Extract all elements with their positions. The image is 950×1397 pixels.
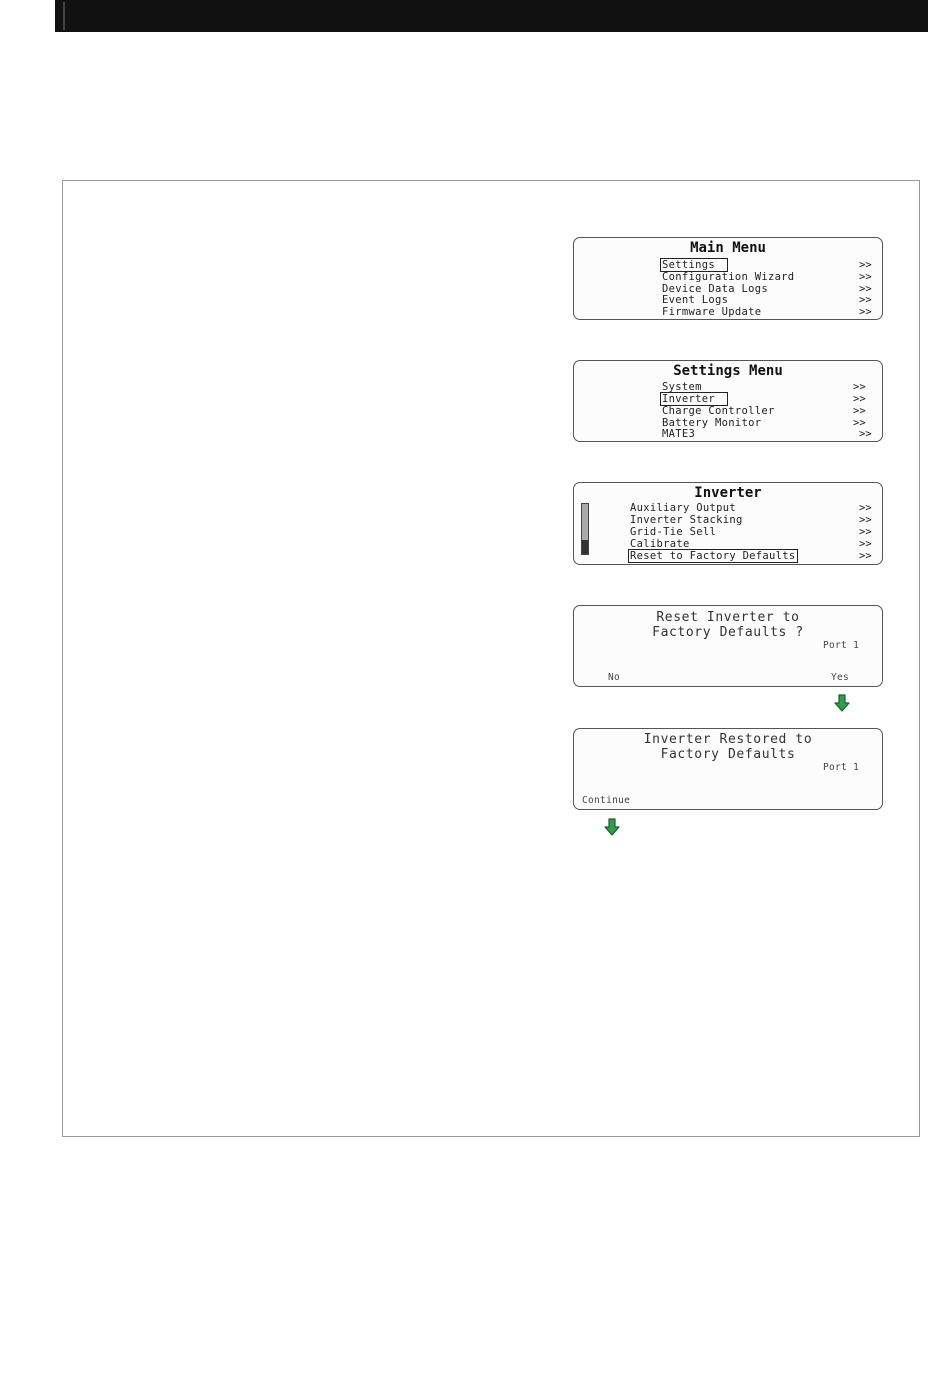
menu-item-device-data-logs[interactable]: Device Data Logs <box>662 283 768 295</box>
chevron-right-icon: >> <box>853 405 866 417</box>
port-label: Port 1 <box>823 640 860 651</box>
main-menu-title: Main Menu <box>690 240 766 256</box>
menu-item-charge-controller[interactable]: Charge Controller <box>662 405 775 417</box>
inverter-menu-title: Inverter <box>694 485 762 501</box>
menu-item-firmware-update[interactable]: Firmware Update <box>662 306 762 318</box>
menu-item-calibrate[interactable]: Calibrate <box>630 538 690 550</box>
scrollbar-thumb[interactable] <box>582 540 588 554</box>
reset-confirm-screen <box>573 605 883 687</box>
no-softkey[interactable]: No <box>608 672 621 683</box>
chevron-right-icon: >> <box>859 306 872 318</box>
scrollbar[interactable] <box>581 503 589 555</box>
chevron-right-icon: >> <box>853 417 866 429</box>
chevron-right-icon: >> <box>853 381 866 393</box>
menu-item-configuration-wizard[interactable]: Configuration Wizard <box>662 271 795 283</box>
reset-prompt-line-2: Factory Defaults ? <box>652 625 804 640</box>
down-arrow-icon <box>604 818 620 836</box>
chevron-right-icon: >> <box>859 526 872 538</box>
chevron-right-icon: >> <box>859 259 872 271</box>
chevron-right-icon: >> <box>859 550 872 562</box>
menu-item-auxiliary-output[interactable]: Auxiliary Output <box>630 502 736 514</box>
chevron-right-icon: >> <box>859 538 872 550</box>
menu-item-mate3[interactable]: MATE3 <box>662 428 696 440</box>
chevron-right-icon: >> <box>859 283 872 295</box>
header-bar <box>55 0 928 32</box>
chevron-right-icon: >> <box>859 428 872 440</box>
menu-item-reset-to-factory-defaults[interactable]: Reset to Factory Defaults <box>630 550 796 562</box>
menu-item-inverter-stacking[interactable]: Inverter Stacking <box>630 514 743 526</box>
main-menu-screen <box>573 237 883 320</box>
port-label: Port 1 <box>823 762 860 773</box>
menu-item-battery-monitor[interactable]: Battery Monitor <box>662 417 762 429</box>
chevron-right-icon: >> <box>859 514 872 526</box>
settings-menu-title: Settings Menu <box>673 363 783 379</box>
yes-softkey[interactable]: Yes <box>831 672 850 683</box>
chevron-right-icon: >> <box>859 271 872 283</box>
chevron-right-icon: >> <box>859 502 872 514</box>
header-bar-accent <box>63 2 65 30</box>
menu-item-inverter[interactable]: Inverter <box>661 393 727 405</box>
restored-screen <box>573 728 883 810</box>
restored-line-1: Inverter Restored to <box>643 732 813 747</box>
settings-menu-screen <box>573 360 883 442</box>
down-arrow-icon <box>834 694 850 712</box>
menu-item-grid-tie-sell[interactable]: Grid-Tie Sell <box>630 526 717 538</box>
restored-line-2: Factory Defaults <box>660 747 796 762</box>
menu-item-system[interactable]: System <box>662 381 702 393</box>
menu-item-settings[interactable]: Settings <box>661 259 727 271</box>
continue-softkey[interactable]: Continue <box>582 795 631 806</box>
reset-prompt-line-1: Reset Inverter to <box>656 610 800 625</box>
chevron-right-icon: >> <box>859 294 872 306</box>
inverter-menu-screen <box>573 482 883 565</box>
menu-item-event-logs[interactable]: Event Logs <box>662 294 729 306</box>
chevron-right-icon: >> <box>853 393 866 405</box>
